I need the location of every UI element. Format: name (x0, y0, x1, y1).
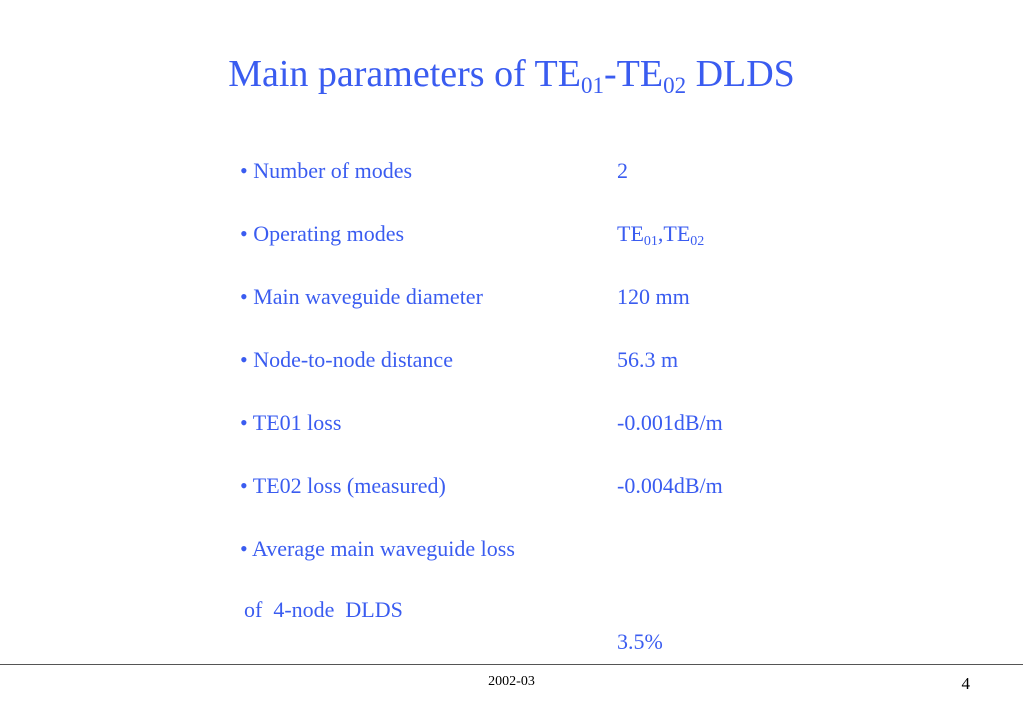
param-number-of-modes (240, 155, 800, 187)
title-text: Main parameters of TE (228, 53, 581, 95)
param-value: 56.3 m (617, 347, 679, 372)
param-value: -0.004dB/m (617, 473, 723, 498)
page-number: 4 (961, 674, 970, 693)
title-subscript-02: 02 (663, 73, 687, 98)
param-label-cont: of 4-node DLDS (244, 597, 403, 622)
param-value: 3.5% (617, 629, 663, 654)
param-main-waveguide-diameter (240, 281, 800, 313)
param-average-loss-cont (240, 562, 800, 654)
param-value-main: TE (617, 221, 644, 246)
param-label: • Main waveguide diameter (240, 284, 483, 309)
param-value: 120 mm (617, 284, 690, 309)
param-operating-modes (240, 218, 800, 250)
param-te01-loss (240, 407, 800, 439)
param-label: • Average main waveguide loss (240, 536, 515, 561)
param-label: • TE02 loss (measured) (240, 473, 446, 498)
title-text-mid: -TE (603, 53, 664, 95)
title-text-suffix: DLDS (686, 53, 795, 95)
param-value-sub2: 02 (690, 234, 705, 249)
param-label: • Node-to-node distance (240, 347, 453, 372)
title-subscript-01: 01 (580, 73, 604, 98)
param-value: -0.001dB/m (617, 410, 723, 435)
param-value (617, 218, 704, 250)
param-average-loss (240, 533, 800, 565)
param-label: • Operating modes (240, 221, 405, 246)
param-node-to-node-distance (240, 344, 800, 376)
param-label: • Number of modes (240, 158, 413, 183)
param-te02-loss (240, 470, 800, 502)
param-label: • TE01 loss (240, 410, 342, 435)
footer-divider (0, 664, 1023, 665)
footer-date: 2002-03 (488, 674, 535, 689)
param-value: 2 (617, 158, 628, 183)
param-value-mid: ,TE (657, 221, 691, 246)
param-value-sub1: 01 (643, 234, 658, 249)
slide-title (0, 50, 1023, 98)
